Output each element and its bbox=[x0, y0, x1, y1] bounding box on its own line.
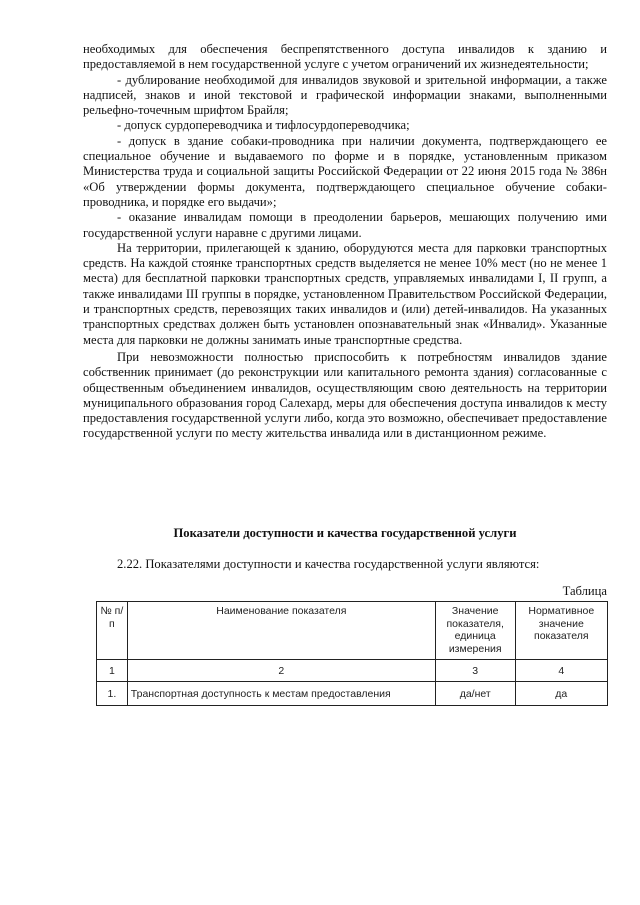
paragraph-parking: На территории, прилегающей к зданию, оборудуются места для парковки транспортных средств. На каждой стоянке транспортных средств выделяется не менее 10% мест (но не менее 1 места) для бесплатной парковки транспортных средств, управляемых инвалидами I, II групп, а также инвалидами III группы в порядке, установленном Правительством Российской Федерации, и транспортных средств, перевозящих таких инвалидов и (или) детей-инвалидов. На указанных транспортных средствах должен быть установлен опознавательный знак «Инвалид». Указанные места для парковки не должны занимать иные транспортные средства. bbox=[83, 240, 607, 347]
list-item-interpreter: - допуск сурдопереводчика и тифлосурдопереводчика; bbox=[117, 118, 410, 133]
header-indicator-name: Наименование показателя bbox=[127, 602, 435, 660]
table-column-numbers-row bbox=[97, 660, 608, 682]
table-row bbox=[97, 682, 608, 706]
list-item-guide-dog: - допуск в здание собаки-проводника при наличии документа, подтверждающего ее специальное обучение и выдаваемого по форме и в порядке, установленным приказом Министерства труда и социальной защиты Российской Федерации от 22 июня 2015 года № 386н «Об утверждении формы документа, подтверждающего специальное обучение собаки-проводника, и порядке его выдачи»; bbox=[83, 133, 607, 209]
header-normative: Нормативное значение показателя bbox=[515, 602, 607, 660]
lead-paragraph: 2.22. Показателями доступности и качества государственной услуги являются: bbox=[117, 557, 540, 571]
row-number: 1. bbox=[97, 682, 128, 706]
column-number: 4 bbox=[515, 660, 607, 682]
table-label: Таблица bbox=[562, 584, 607, 598]
list-item-braille: - дублирование необходимой для инвалидов звуковой и зрительной информации, а также надписей, знаков и иной текстовой и графической информации знаками, выполненными рельефно-точечным шрифтом Брайля; bbox=[83, 72, 607, 118]
indicator-unit: да/нет bbox=[435, 682, 515, 706]
column-number: 1 bbox=[97, 660, 128, 682]
section-title: Показатели доступности и качества государственной услуги bbox=[173, 526, 517, 540]
header-value: Значение показателя, единица измерения bbox=[435, 602, 515, 660]
paragraph-adaptation: При невозможности полностью приспособить к потребностям инвалидов здание собственник принимает (до реконструкции или капитального ремонта здания) согласованные с общественным объединением инвалидов, осуществляющим свою деятельность на территории муниципального образования город Салехард, меры для обеспечения доступа инвалидов к месту предоставления государственной услуги либо, когда это возможно, обеспечивает предоставление государственной услуги по месту жительства инвалида или в дистанционном режиме. bbox=[83, 349, 607, 441]
indicator-name: Транспортная доступность к местам предоставления bbox=[127, 682, 435, 706]
indicator-normative: да bbox=[515, 682, 607, 706]
paragraph-continuation: необходимых для обеспечения беспрепятственного доступа инвалидов к зданию и предоставляемой в нем государственной услуге с учетом ограничений их жизнедеятельности; bbox=[83, 42, 607, 72]
column-number: 2 bbox=[127, 660, 435, 682]
indicators-table bbox=[96, 601, 608, 706]
table-header-row bbox=[97, 602, 608, 660]
body-text bbox=[83, 42, 607, 442]
header-number: № п/п bbox=[97, 602, 128, 660]
column-number: 3 bbox=[435, 660, 515, 682]
list-item-assistance: - оказание инвалидам помощи в преодолении барьеров, мешающих получению ими государственной услуги наравне с другими лицами. bbox=[83, 210, 607, 240]
